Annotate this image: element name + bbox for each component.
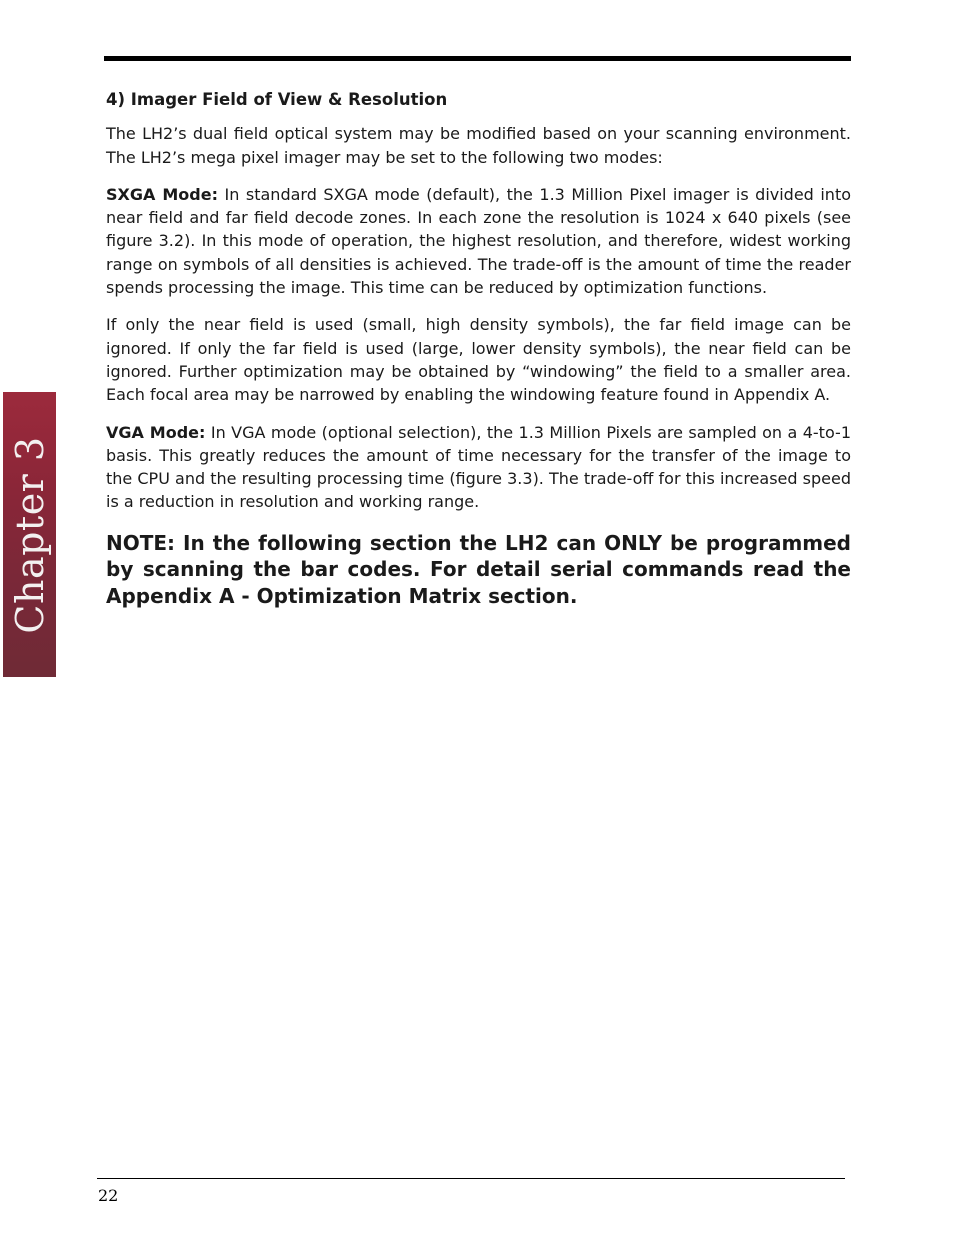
- chapter-tab-label: Chapter 3: [7, 435, 52, 634]
- vga-mode-text: In VGA mode (optional selection), the 1.3 Million Pixels are sampled on a 4-to-1 basis. This greatly reduces the amount of time necessary for the transfer of the image to the CPU and the resulting processing time (figure 3.3). The trade-off for this increased speed is a reduction in resolution and working range.: [106, 422, 851, 512]
- section-heading: 4) Imager Field of View & Resolution: [106, 90, 448, 109]
- footer-rule: [97, 1178, 845, 1179]
- intro-paragraph: The LH2’s dual field optical system may be modified based on your scanning environment. The LH2’s mega pixel imager may be set to the following two modes:: [106, 124, 851, 167]
- note-paragraph: NOTE: In the following section the LH2 can ONLY be programmed by scanning the bar codes. For detail serial commands read the Appendix A - Optimization Matrix section.: [106, 530, 851, 608]
- chapter-tab: [3, 392, 56, 677]
- sxga-mode-text: In standard SXGA mode (default), the 1.3 Million Pixel imager is divided into near field and far field decode zones. In each zone the resolution is 1024 x 640 pixels (see figure 3.2). In this mode of operation, the highest resolution, and therefore, widest working range on symbols of all densities is achieved. The trade-off is the amount of time the reader spends processing the image. This time can be reduced by optimization functions.: [106, 184, 852, 298]
- page-number: 22: [98, 1186, 119, 1205]
- vga-paragraph: [106, 421, 851, 514]
- sxga-paragraph: [106, 183, 851, 299]
- sxga-mode-label: SXGA Mode:: [106, 184, 218, 204]
- page-content: [106, 88, 851, 609]
- header-rule: [104, 56, 851, 61]
- vga-mode-label: VGA Mode:: [106, 422, 206, 442]
- field-usage-paragraph: If only the near field is used (small, high density symbols), the far field image can be ignored. If only the far field is used (large, lower density symbols), the near field can be ignored. Further optimization may be obtained by “windowing” the field to a smaller area. Each focal area may be narrowed by enabling the windowing feature found in Appendix A.: [106, 315, 851, 405]
